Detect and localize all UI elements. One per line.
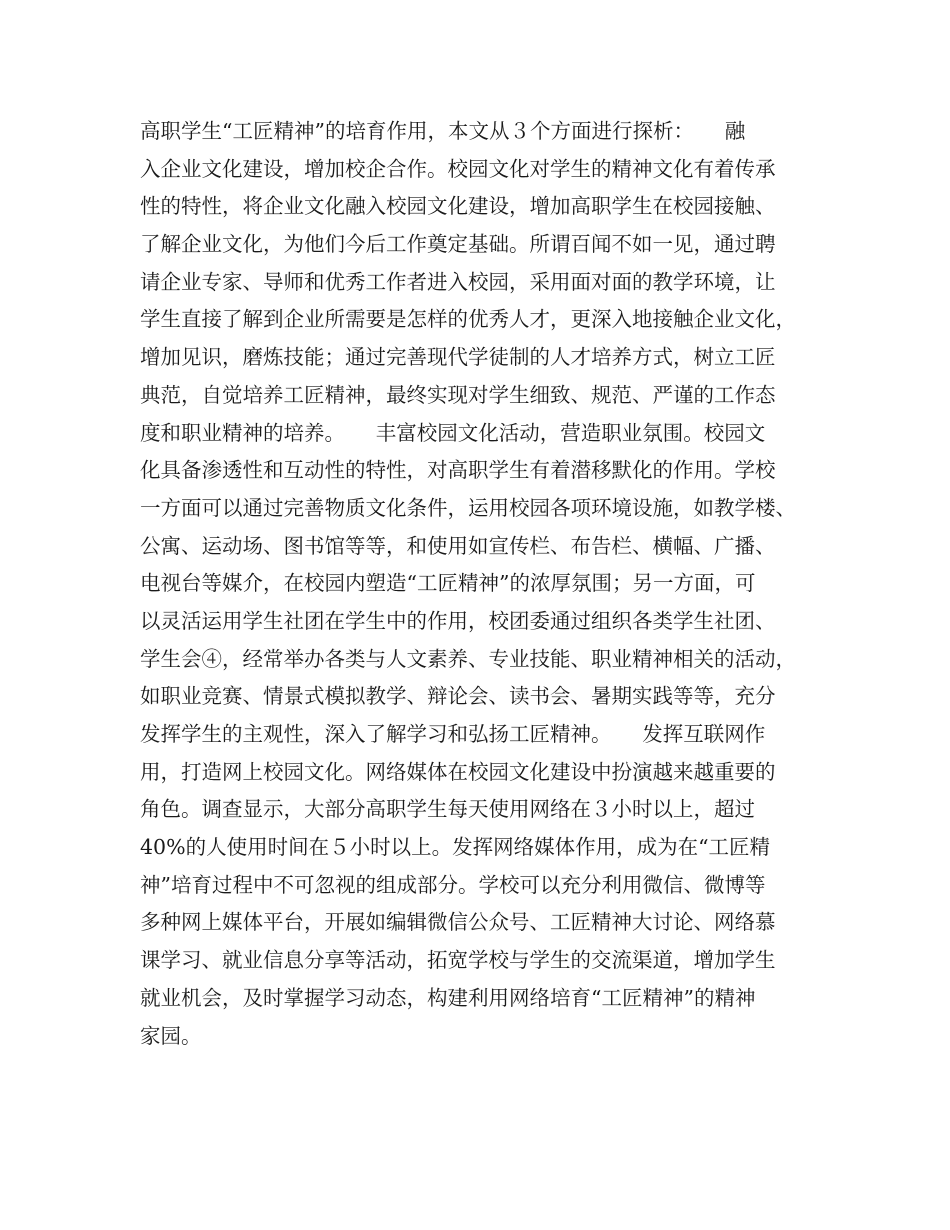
text-line: 一方面可以通过完善物质文化条件，运用校园各项环境设施，如教学楼、: [140, 495, 796, 520]
text-line: 入企业文化建设，增加校企合作。校园文化对学生的精神文化有着传承: [140, 156, 776, 181]
text-line: 如职业竞赛、情景式模拟教学、辩论会、读书会、暑期实践等等，充分: [140, 684, 776, 709]
text-line: 神”培育过程中不可忽视的组成部分。学校可以充分利用微信、微博等: [140, 872, 766, 897]
text-line: 角色。调查显示，大部分高职学生每天使用网络在３小时以上，超过: [140, 797, 755, 822]
text-line: 增加见识，磨炼技能；通过完善现代学徒制的人才培养方式，树立工匠: [140, 345, 776, 370]
text-line: 化具备渗透性和互动性的特性，对高职学生有着潜移默化的作用。学校: [140, 458, 776, 483]
text-line: 请企业专家、导师和优秀工作者进入校园，采用面对面的教学环境，让: [140, 269, 776, 294]
text-line: 高职学生“工匠精神”的培育作用，本文从３个方面进行探析： 融: [140, 119, 746, 143]
text-line: 课学习、就业信息分享等活动，拓宽学校与学生的交流渠道，增加学生: [140, 948, 776, 973]
text-line: 40%的人使用时间在５小时以上。发挥网络媒体作用，成为在“工匠精: [140, 835, 771, 860]
text-line: 用，打造网上校园文化。网络媒体在校园文化建设中扮演越来越重要的: [140, 759, 776, 784]
text-line: 公寓、运动场、图书馆等等，和使用如宣传栏、布告栏、横幅、广播、: [140, 533, 776, 558]
text-line: 典范，自觉培养工匠精神，最终实现对学生细致、规范、严谨的工作态: [140, 382, 776, 407]
text-line: 就业机会，及时掌握学习动态，构建利用网络培育“工匠精神”的精神: [140, 985, 756, 1010]
text-line: 了解企业文化，为他们今后工作奠定基础。所谓百闻不如一见，通过聘: [140, 232, 776, 257]
body-text: [140, 113, 840, 1055]
text-line: 学生会④，经常举办各类与人文素养、专业技能、职业精神相关的活动，: [140, 646, 796, 671]
text-line: 多种网上媒体平台，开展如编辑微信公众号、工匠精神大讨论、网络慕: [140, 910, 776, 935]
text-line: 家园。: [140, 1023, 202, 1048]
text-line: 学生直接了解到企业所需要是怎样的优秀人才，更深入地接触企业文化，: [140, 307, 796, 332]
text-line: 度和职业精神的培养。 丰富校园文化活动，营造职业氛围。校园文: [140, 420, 766, 445]
text-line: 电视台等媒介，在校园内塑造“工匠精神”的浓厚氛围；另一方面，可: [140, 571, 756, 596]
text-line: 发挥学生的主观性，深入了解学习和弘扬工匠精神。 发挥互联网作: [140, 722, 766, 746]
text-line: 性的特性，将企业文化融入校园文化建设，增加高职学生在校园接触、: [140, 194, 776, 219]
text-line: 以灵活运用学生社团在学生中的作用，校团委通过组织各类学生社团、: [140, 608, 776, 633]
